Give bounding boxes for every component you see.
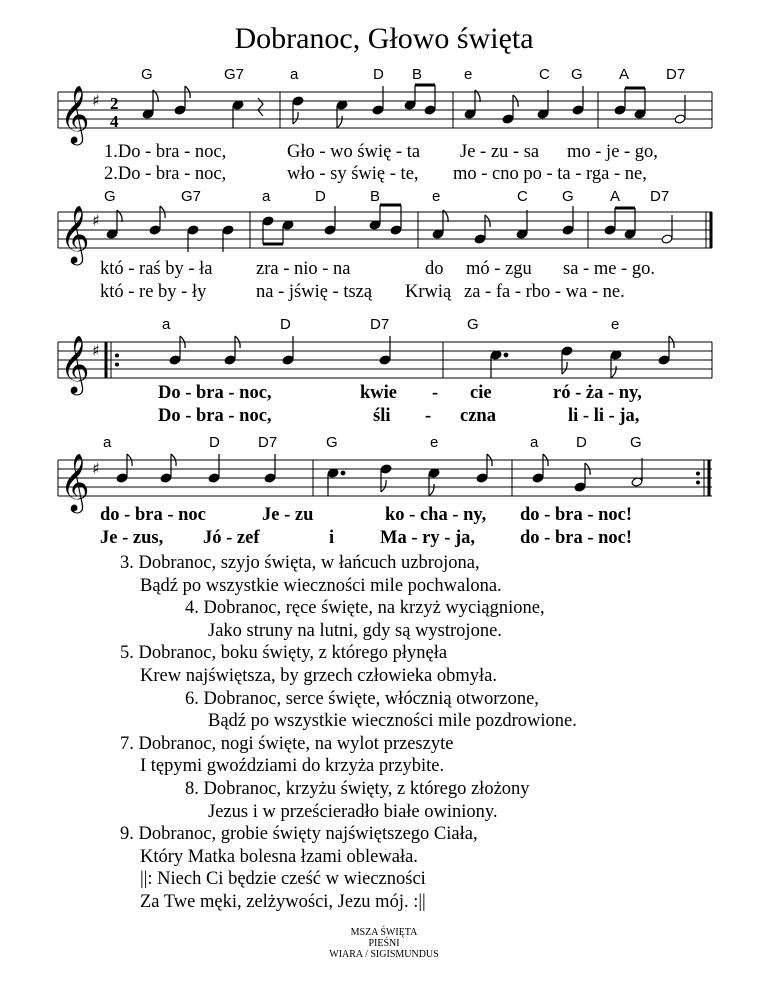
repeat-dot [115,354,119,358]
lyric: Krwią [405,282,452,302]
lyric: mo - je - go, [567,142,658,162]
lyric: do [425,259,444,279]
chord: C [517,188,528,205]
lyric: i [329,528,335,548]
chord: G [630,434,642,451]
verse-line: Jezus i w prześcieradło białe owiniony. [208,802,498,822]
chord: D7 [258,434,278,451]
chord: G [467,316,479,333]
chord: a [162,316,171,333]
lyric: do - bra - noc! [520,528,633,548]
lyric: mó - zgu [466,259,532,279]
lyric: któ - raś by - ła [100,259,213,279]
chord: D [280,316,291,333]
lyric: na - jświę - tszą [256,282,373,302]
chord: a [530,434,539,451]
chord: e [430,434,439,451]
time-signature-top: 2 [110,94,119,113]
chord: G [571,66,583,83]
lyric: ró - ża - ny, [553,383,642,403]
chord: G7 [224,66,245,83]
treble-clef-icon: 𝄞 [60,205,90,263]
verse-line: 8. Dobranoc, krzyżu święty, z którego złożony [185,779,530,799]
sharp-icon: ♯ [92,91,100,110]
footer-line: WIARA / SIGISMUNDUS [329,949,439,960]
verse-line: Bądź po wszystkie wieczności mile pozdrowione. [208,711,577,731]
lyric: Je - zu [262,505,314,525]
verse-line: 7. Dobranoc, nogi święte, na wylot przeszyte [120,734,454,754]
lyric: 2.Do - bra - noc, [104,164,227,184]
chord: B [412,66,423,83]
lyric: do - bra - noc [100,505,206,525]
footer [0,927,768,960]
lyric: - [425,406,432,426]
chord: G [141,66,153,83]
song-title: Dobranoc, Głowo święta [234,22,534,55]
chord: a [103,434,112,451]
time-signature-bottom: 4 [110,112,119,131]
lyric: któ - re by - ły [100,282,207,302]
chord: D7 [370,316,390,333]
verse-line: Za Twe męki, zelżywości, Jezu mój. :|| [140,892,426,912]
chord: D [576,434,587,451]
lyric: - [432,383,439,403]
chord: G [104,188,116,205]
repeat-dot [115,363,119,367]
lyric: Je - zus, [100,528,164,548]
lyric: Do - bra - noc, [158,406,272,426]
verse-line: 5. Dobranoc, boku święty, z którego płynęła [120,643,448,663]
sharp-icon: ♯ [92,211,100,230]
lyric: mo - cno po - ta - rga - ne, [453,164,647,184]
chord: a [262,188,271,205]
lyric: Jó - zef [203,528,260,548]
verse-line: I tępymi gwoździami do krzyża przybite. [140,756,445,776]
lyric: Ma - ry - ja, [380,528,476,548]
chord: D [373,66,384,83]
chord: C [539,66,550,83]
lyric: za - fa - rbo - wa - ne. [464,282,625,302]
lyric: li - li - ja, [568,406,640,426]
chord: G [562,188,574,205]
verse-line: 3. Dobranoc, szyjo święta, w łańcuch uzbrojona, [120,553,480,573]
chord: G7 [181,188,202,205]
verse-line: 9. Dobranoc, grobie święty najświętszego Ciała, [120,824,478,844]
chord: G [326,434,338,451]
chord: D7 [650,188,670,205]
lyric: cie [470,383,492,403]
verse-line: Który Matka bolesna łzami oblewała. [140,847,418,867]
chord: D [209,434,220,451]
footer-line: MSZA ŚWIĘTA [350,927,418,938]
chord: B [370,188,381,205]
sharp-icon: ♯ [92,459,100,478]
verse-line: Jako struny na lutni, gdy są wystrojone. [208,621,502,641]
lyric: Do - bra - noc, [158,383,272,403]
lyric: wło - sy świę - te, [287,164,419,184]
lyric: śli [373,406,391,426]
lyric: ko - cha - ny, [385,505,487,525]
footer-line: PIEŚNI [368,938,400,949]
verse-line: Krew najświętsza, by grzech człowieka obmyła. [140,666,498,686]
chord: A [610,188,621,205]
verse-line: ||: Niech Ci będzie cześć w wieczności [140,869,426,889]
chord: a [290,66,299,83]
treble-clef-icon: 𝄞 [60,335,90,393]
lyric: sa - me - go. [563,259,655,279]
chord: e [611,316,620,333]
lyric: zra - nio - na [256,259,351,279]
chord: D [315,188,326,205]
chord: e [432,188,441,205]
lyric: 1.Do - bra - noc, [104,142,227,162]
lyric: Gło - wo świę - ta [287,142,421,162]
sharp-icon: ♯ [92,341,100,360]
chord: A [619,66,630,83]
repeat-dot [696,472,700,476]
lyric: do - bra - noc! [520,505,633,525]
chord: D7 [666,66,686,83]
verse-line: 4. Dobranoc, ręce święte, na krzyż wyciągnione, [185,598,545,618]
lyric: czna [460,406,496,426]
repeat-dot [696,481,700,485]
lyric: kwie [360,383,397,403]
lyric: Je - zu - sa [460,142,540,162]
treble-clef-icon: 𝄞 [60,85,90,143]
chord: e [464,66,473,83]
treble-clef-icon: 𝄞 [60,453,90,511]
verse-line: 6. Dobranoc, serce święte, włócznią otworzone, [185,689,539,709]
verse-line: Bądź po wszystkie wieczności mile pochwalona. [140,576,502,596]
